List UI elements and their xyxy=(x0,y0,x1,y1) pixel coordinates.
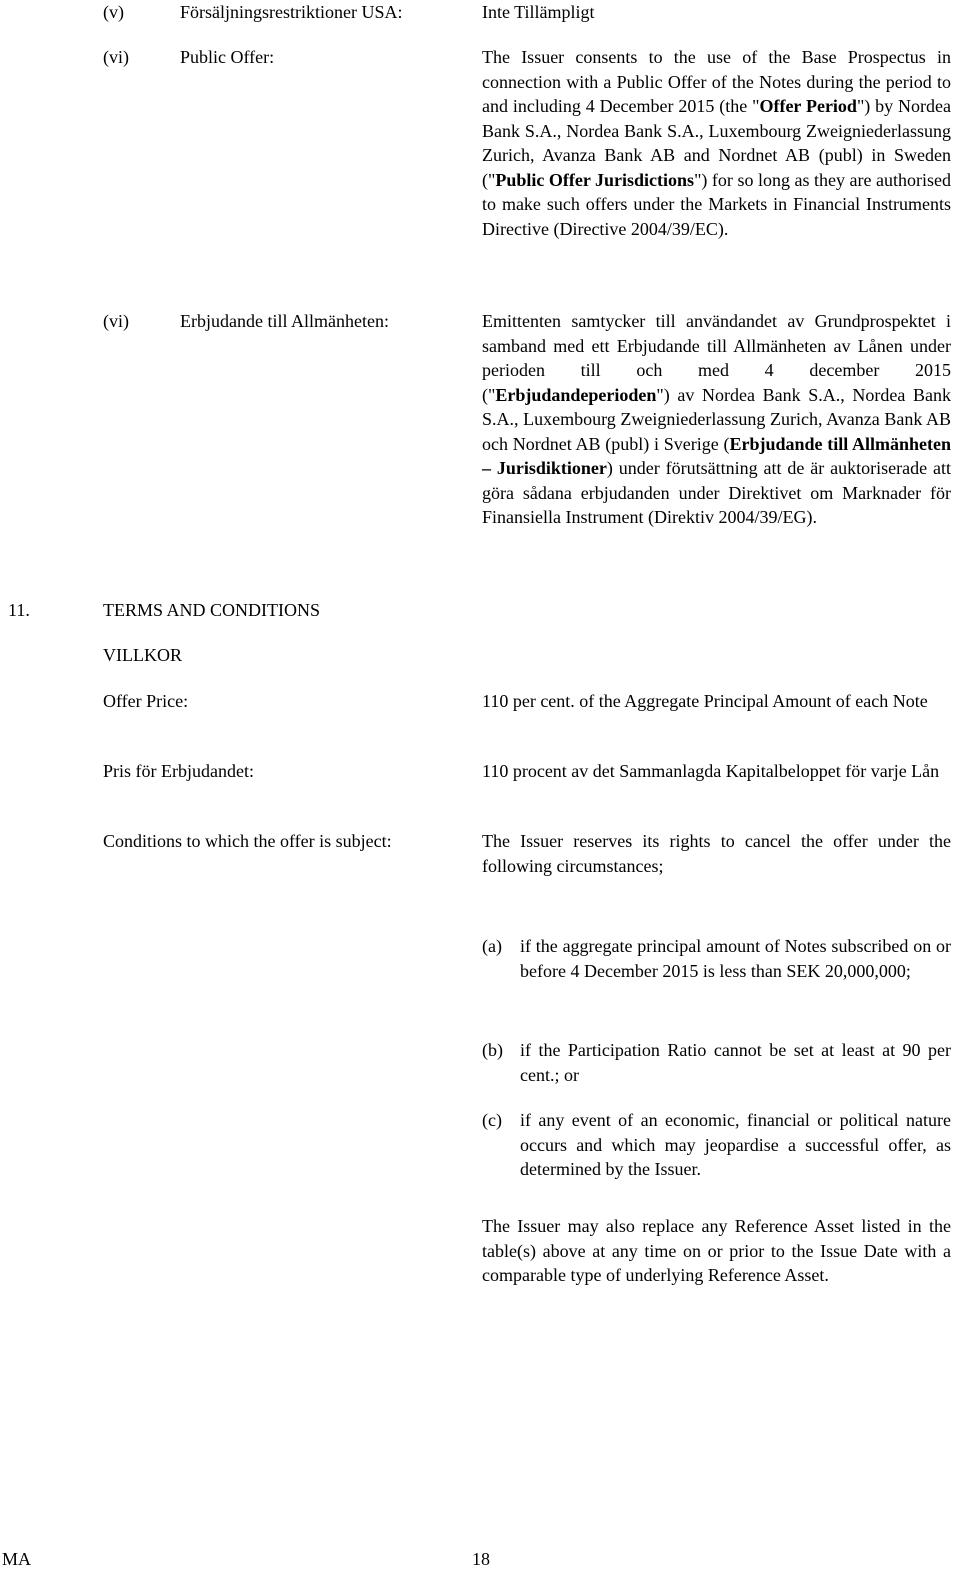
condition-item-text-c: if any event of an economic, financial or political nature occurs and which may jeopardise a successful offer, as determined by the Issuer. xyxy=(520,1110,951,1179)
footer-left-code: MA xyxy=(2,1549,32,1569)
row-label-public-offer: Public Offer: xyxy=(180,47,275,67)
section-number: 11. xyxy=(8,600,30,620)
erbjudande-jurisdiktioner-term: Erbjudande till Allmänheten – Jurisdiktioner xyxy=(482,433,951,478)
pris-value: 110 procent av det Sammanlagda Kapitalbeloppet för varje Lån xyxy=(482,761,940,781)
row-value-public-offer xyxy=(482,45,951,241)
item-number-vi-sv: (vi) xyxy=(103,311,129,331)
offer-price-label: Offer Price: xyxy=(103,691,189,711)
condition-item-label-a: (a) xyxy=(482,936,502,956)
item-number-v: (v) xyxy=(103,2,124,22)
condition-item-label-c: (c) xyxy=(482,1110,502,1130)
erbjudande-text-3: ) under förutsättning att de är auktoriserade att göra sådana erbjudanden under Direktivet om Marknader för Finansiella Instrument (Direktiv 2004/39/EG). xyxy=(482,458,951,527)
public-offer-text-2: ") by Nordea Bank S.A., Nordea Bank S.A., Luxembourg Zweigniederlassung Zurich, Avanza Bank AB and Nordnet AB (publ) in Sweden (" xyxy=(482,96,951,190)
erbjudande-text-1: Emittenten samtycker till användandet av Grundprospektet i samband med ett Erbjudande till Allmänheten av Lånen under perioden till och med 4 december 2015 (" xyxy=(482,311,951,405)
offer-price-value: 110 per cent. of the Aggregate Principal Amount of each Note xyxy=(482,691,928,711)
item-number-vi-en: (vi) xyxy=(103,47,129,67)
section-title: TERMS AND CONDITIONS xyxy=(103,600,321,620)
row-label-sales-restrictions: Försäljningsrestriktioner USA: xyxy=(180,2,403,22)
row-value-sales-restrictions: Inte Tillämpligt xyxy=(482,2,595,22)
erbjudande-text-2: ") av Nordea Bank S.A., Nordea Bank S.A., Luxembourg Zweigniederlassung Zurich, Avanza Bank AB och Nordnet AB (publ) i Sverige ( xyxy=(482,384,951,454)
condition-item-label-b: (b) xyxy=(482,1040,503,1060)
page-number: 18 xyxy=(472,1549,490,1569)
erbjudandeperioden-term: Erbjudandeperioden xyxy=(495,384,657,405)
row-label-erbjudande: Erbjudande till Allmänheten: xyxy=(180,311,389,331)
condition-item-text-b: if the Participation Ratio cannot be set at least at 90 per cent.; or xyxy=(520,1040,951,1085)
section-subtitle: VILLKOR xyxy=(103,645,182,665)
pris-label: Pris för Erbjudandet: xyxy=(103,761,254,781)
public-offer-text-1: The Issuer consents to the use of the Base Prospectus in connection with a Public Offer of the Notes during the period to and including 4 December 2015 (the " xyxy=(482,47,951,116)
replace-asset-paragraph: The Issuer may also replace any Reference Asset listed in the table(s) above at any time on or prior to the Issue Date with a comparable type of underlying Reference Asset. xyxy=(482,1216,951,1285)
conditions-label: Conditions to which the offer is subject: xyxy=(103,831,392,851)
row-value-erbjudande xyxy=(482,309,951,530)
public-offer-jurisdictions-term: Public Offer Jurisdictions xyxy=(495,169,695,190)
conditions-value: The Issuer reserves its rights to cancel the offer under the following circumstances; xyxy=(482,831,951,876)
public-offer-text-3: ") for so long as they are authorised to make such offers under the Markets in Financial Instruments Directive (Directive 2004/39/EC). xyxy=(482,169,951,239)
offer-period-term: Offer Period xyxy=(759,96,857,116)
condition-item-text-a: if the aggregate principal amount of Notes subscribed on or before 4 December 2015 is less than SEK 20,000,000; xyxy=(520,936,951,981)
